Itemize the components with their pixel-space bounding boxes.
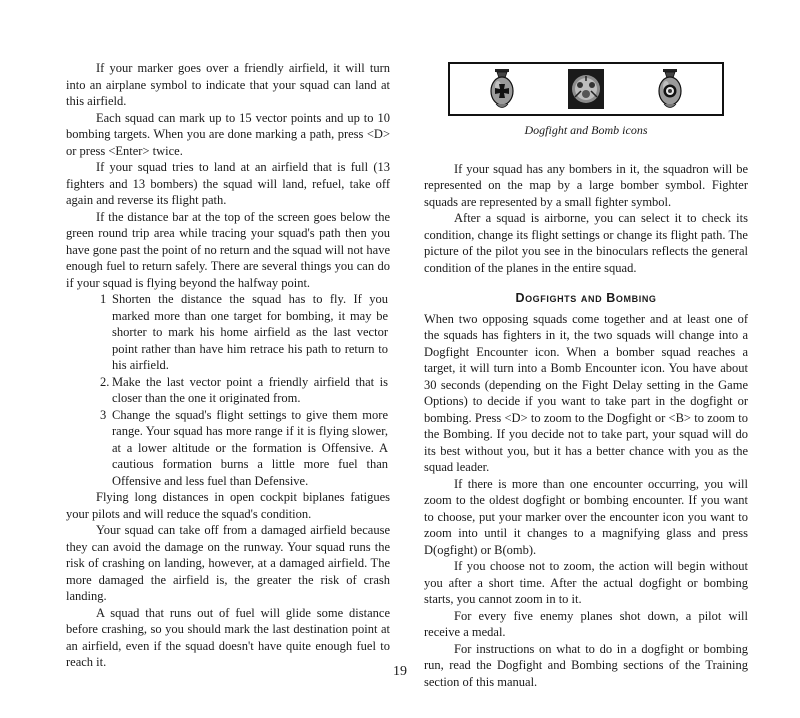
paragraph-instructions: For instructions on what to do in a dogfight or bombing run, read the Dogfight and Bombing sections of the Training section of this manual.	[424, 641, 748, 689]
paragraph-multiple-encounters: If there is more than one encounter occurring, you will zoom to the oldest dogfight or bombing encounter. If you want to choose, put your marker over the encounter icon you want to zoom into until it changes to a magnifying glass and press D(ogfight) or B(omb).	[424, 476, 748, 557]
right-column	[424, 60, 748, 690]
list-item	[66, 291, 390, 374]
paragraph-no-zoom: If you choose not to zoom, the action will begin without you after a short time. After the actual dogfight or bombing starts, you cannot zoom in to it.	[424, 559, 748, 606]
list-item-text: Shorten the distance the squad has to fly. If you marked more than one target for bombing, it may be shorter to mark his home airfield as the last vector point rather than have him retrace his path to return to his airfield.	[112, 292, 388, 372]
bomb-iron-cross-icon	[482, 67, 522, 111]
paragraph-full-airfield: If your squad tries to land at an airfield that is full (13 fighters and 13 bombers) the squad will land, refuel, take off again and reverse its flight path.	[66, 160, 390, 207]
section-heading: Dogfights and Bombing	[515, 291, 657, 305]
dogfight-encounter-icon	[566, 67, 606, 111]
fuel-options-list	[66, 291, 390, 489]
list-item-number: 2.	[100, 374, 110, 389]
paragraph-airborne: After a squad is airborne, you can select it to check its condition, change its flight settings or change its flight path. The picture of the pilot you see in the binoculars reflects the general condition of the planes in the entire squad.	[424, 211, 748, 275]
figure-caption: Dogfight and Bomb icons	[524, 123, 648, 137]
list-item-number: 1	[100, 292, 107, 306]
paragraph-fatigue: Flying long distances in open cockpit biplanes fatigues your pilots and will reduce the squad's condition.	[66, 490, 390, 521]
paragraph-medal: For every five enemy planes shot down, a pilot will receive a medal.	[424, 608, 748, 639]
list-item	[66, 374, 390, 407]
paragraph-damaged-airfield: Your squad can take off from a damaged airfield because they can avoid the damage on the runway. Your squad runs the risk of crashing on landing, however, at a damaged airfield. The more damaged the airfield is, the greater the risk of crash landing.	[66, 523, 390, 603]
left-column	[66, 60, 390, 671]
paragraph-vector-points: Each squad can mark up to 15 vector points and up to 10 bombing targets. When you are done marking a path, press <D> or press <Enter> twice.	[66, 110, 390, 158]
paragraph-out-of-fuel: A squad that runs out of fuel will glide some distance before crashing, so you should mark the last destination point at an airfield, even if the squad doesn't have quite enough fuel to reach it.	[66, 605, 390, 669]
page-number: 19	[393, 664, 407, 679]
list-item-text: Make the last vector point a friendly airfield that is closer than the one it originated from.	[112, 374, 388, 405]
list-item-number: 3	[100, 407, 107, 422]
list-item	[66, 407, 390, 490]
icons-figure	[448, 62, 724, 116]
paragraph-bomber-symbol: If your squad has any bombers in it, the squadron will be represented on the map by a large bomber symbol. Fighter squads are represented by a small fighter symbol.	[424, 161, 748, 209]
list-item-text: Change the squad's flight settings to give them more range. Your squad has more range if it is flying slower, at a lower altitude or the formation is Offensive. A cautious formation burns a little more fuel than Offensive and less fuel than Defensive.	[112, 407, 388, 488]
paragraph-distance-bar: If the distance bar at the top of the screen goes below the green round trip area while tracing your squad's path then you have gone past the point of no return and the squad will not have enough fuel to return safely. There are several things you can do if your squad is flying beyond the halfway point.	[66, 209, 390, 290]
paragraph-friendly-airfield: If your marker goes over a friendly airfield, it will turn into an airplane symbol to indicate that your squad can land at this airfield.	[66, 61, 390, 108]
paragraph-encounters: When two opposing squads come together and at least one of the squads has fighters in it, the two squads will change into a Dogfight Encounter icon. When a bomber squad reaches a target, it will turn into a Bomb Encounter icon. You have about 30 seconds (depending on the Fight Delay setting in the Game Options) to decide if you want to take part in the dogfight or bombing. Press <D> to zoom to the Dogfight or <B> to zoom to the Bombing. If you decide not to take part, your squad will do its best without you, but it has a better chance with you as the squad leader.	[424, 311, 748, 474]
bomb-roundel-icon	[650, 67, 690, 111]
